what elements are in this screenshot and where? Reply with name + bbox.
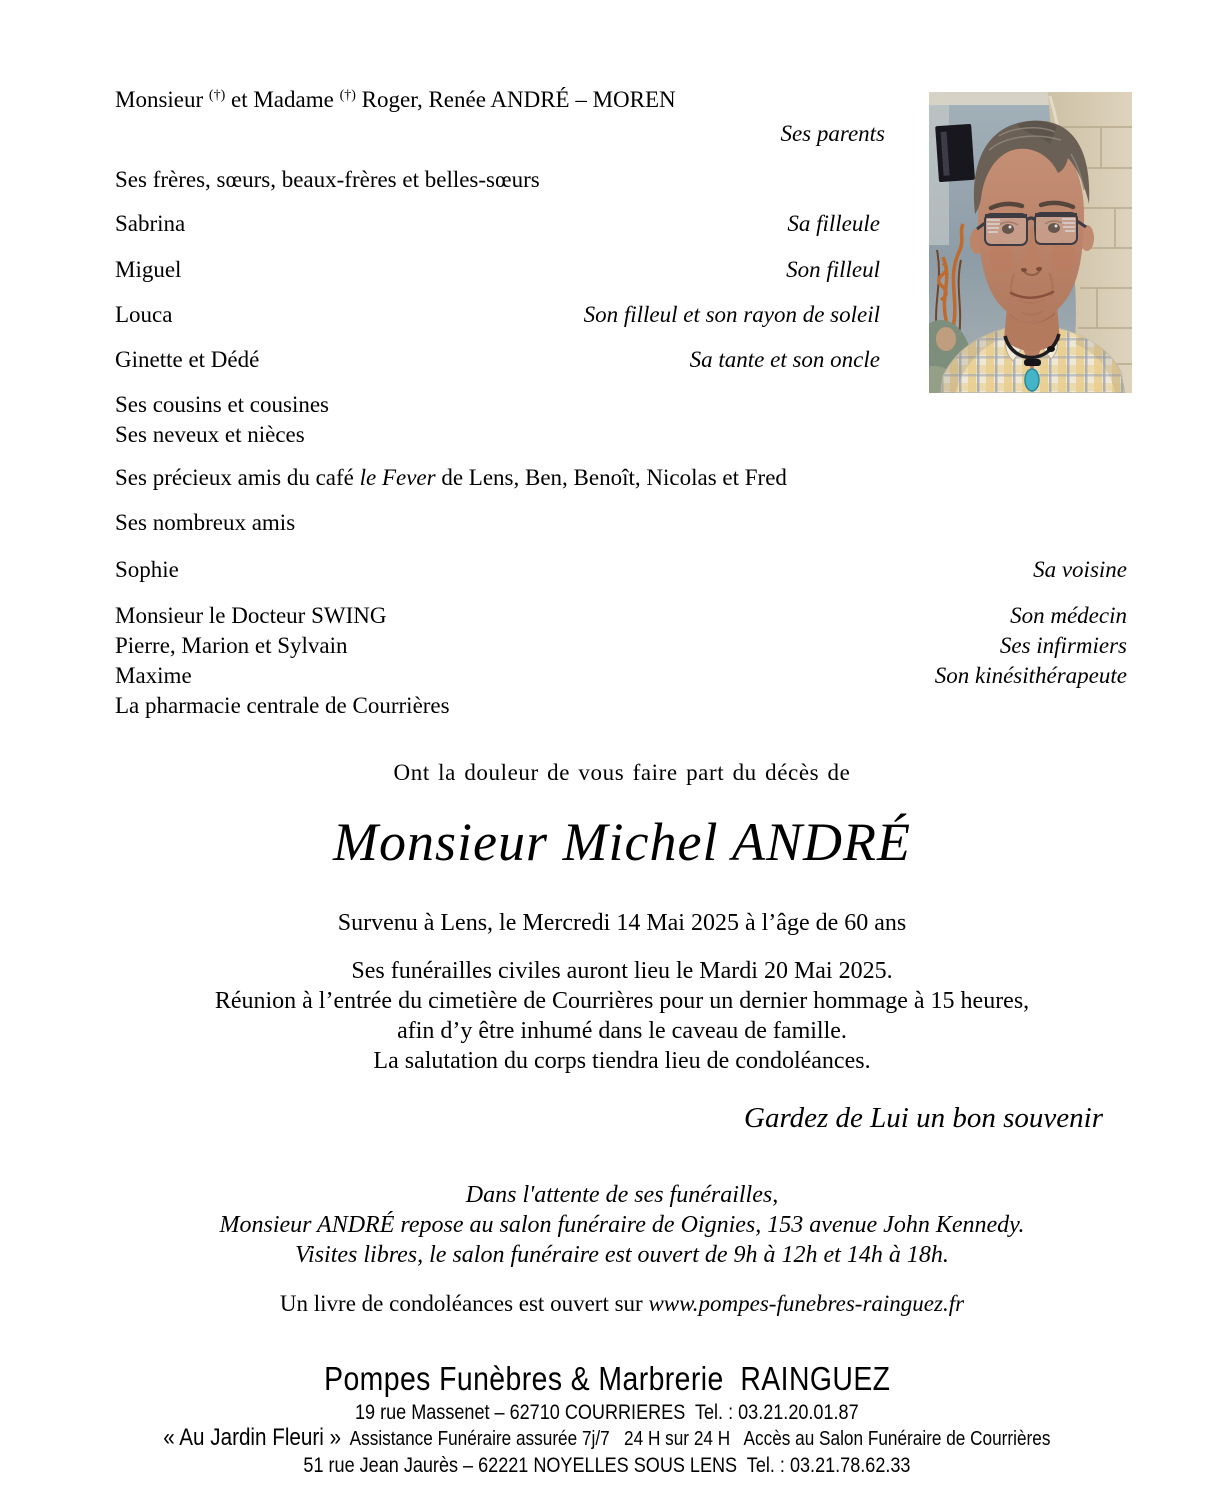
repose-block <box>30 1180 1214 1270</box>
name-maxime: Maxime <box>115 663 192 688</box>
cafe-friends-line <box>115 464 787 492</box>
relation-label-voisine: Sa voisine <box>1033 557 1127 582</box>
condolence-book-url: www.pompes-funebres-rainguez.fr <box>648 1291 965 1316</box>
cousins-line: Ses cousins et cousines <box>115 392 330 417</box>
funeral-home-address-1-text: 19 rue Massenet – 62710 COURRIERES Tel. : 03.21.20.01.87 <box>355 1401 859 1424</box>
dagger-symbol: (†) <box>339 88 356 103</box>
portrait-photo <box>929 92 1132 393</box>
name-ginette-dede: Ginette et Dédé <box>115 347 260 372</box>
parents-names-line <box>115 86 676 114</box>
funeral-details-block <box>30 956 1214 1076</box>
condolence-book-text: Un livre de condoléances est ouvert sur <box>279 1291 649 1316</box>
funeral-line: La salutation du corps tiendra lieu de condoléances. <box>373 1048 871 1074</box>
death-date-line: Survenu à Lens, le Mercredi 14 Mai 2025 à l’âge de 60 ans <box>337 910 907 936</box>
souvenir-line: Gardez de Lui un bon souvenir <box>744 1102 1103 1134</box>
parents-names-part: Monsieur <box>115 87 209 112</box>
repose-line: Visites libres, le salon funéraire est ouvert de 9h à 12h et 14h à 18h. <box>295 1242 949 1268</box>
name-sabrina: Sabrina <box>115 211 186 236</box>
funeral-home-address-2-text: 51 rue Jean Jaurès – 62221 NOYELLES SOUS LENS Tel. : 03.21.78.62.33 <box>303 1454 911 1477</box>
nombreux-amis-line: Ses nombreux amis <box>115 510 296 535</box>
relation-label-medecin: Son médecin <box>1010 603 1127 628</box>
funeral-home-address-1 <box>0 1400 1214 1425</box>
relation-label: Sa filleule <box>787 211 880 236</box>
relation-label: Son filleul et son rayon de soleil <box>583 302 880 327</box>
funeral-line: Ses funérailles civiles auront lieu le Mardi 20 Mai 2025. <box>351 958 893 984</box>
condolence-book-line <box>30 1290 1214 1318</box>
parents-names-part: Roger, Renée ANDRÉ – MOREN <box>355 87 676 112</box>
funeral-home-name-text: Pompes Funèbres & Marbrerie RAINGUEZ <box>323 1360 891 1397</box>
neveux-line: Ses neveux et nièces <box>115 422 305 447</box>
deceased-name: Monsieur Michel ANDRÉ <box>333 812 911 872</box>
name-docteur-swing: Monsieur le Docteur SWING <box>115 603 387 628</box>
relation-label-parents: Ses parents <box>780 121 885 146</box>
relation-label-kine: Son kinésithérapeute <box>934 663 1127 688</box>
repose-line: Dans l'attente de ses funérailles, <box>465 1182 779 1208</box>
funeral-home-services <box>0 1424 1214 1453</box>
name-sophie: Sophie <box>115 557 179 582</box>
cafe-friends-part: de Lens, Ben, Benoît, Nicolas et Fred <box>435 465 787 490</box>
repose-line: Monsieur ANDRÉ repose au salon funéraire de Oignies, 153 avenue John Kennedy. <box>219 1212 1025 1238</box>
name-louca: Louca <box>115 302 173 327</box>
cafe-name: le Fever <box>359 465 436 490</box>
name-infirmiers: Pierre, Marion et Sylvain <box>115 633 348 658</box>
name-pharmacie: La pharmacie centrale de Courrières <box>115 693 450 718</box>
announcement-intro: Ont la douleur de vous faire part du décès de <box>393 760 851 785</box>
funeral-home-name <box>0 1360 1214 1398</box>
relation-label: Sa tante et son oncle <box>689 347 880 372</box>
relation-label: Son filleul <box>786 257 880 282</box>
parents-names-part: et Madame <box>225 87 340 112</box>
cafe-friends-part: Ses précieux amis du café <box>115 465 360 490</box>
funeral-line: Réunion à l’entrée du cimetière de Courrières pour un dernier hommage à 15 heures, <box>214 988 1030 1014</box>
funeral-home-address-2 <box>0 1453 1214 1478</box>
dagger-symbol: (†) <box>208 88 226 103</box>
name-miguel: Miguel <box>115 257 182 282</box>
siblings-line: Ses frères, sœurs, beaux-frères et belles-sœurs <box>115 167 540 192</box>
funeral-home-brand: « Au Jardin Fleuri » <box>163 1424 342 1451</box>
relation-label-infirmiers: Ses infirmiers <box>999 633 1127 658</box>
funeral-home-services-text: Assistance Funéraire assurée 7j/7 24 H sur 24 H Accès au Salon Funéraire de Courrières <box>341 1428 1051 1450</box>
funeral-line: afin d’y être inhumé dans le caveau de famille. <box>397 1018 847 1044</box>
